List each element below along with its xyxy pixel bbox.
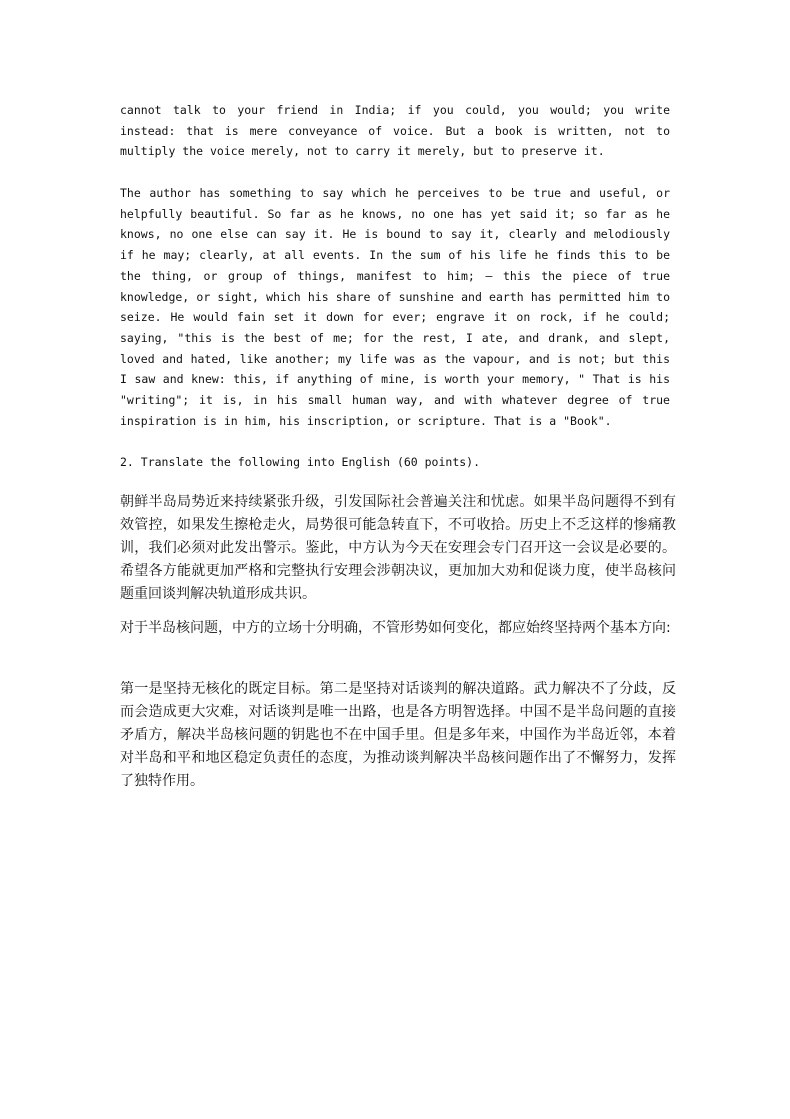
chinese-paragraph-3: 第一是坚持无核化的既定目标。第二是坚持对话谈判的解决道路。武力解决不了分歧，反而会造成更大灾难，对话谈判是唯一出路，也是各方明智选择。中国不是半岛问题的直接矛盾方，解决半岛核问题的钥匙也不在中国手里。但是多年来，中国作为半岛近邻，本着对半岛和平和地区稳定负责任的态度，为推动谈判解决半岛核问题作出了不懈努力，发挥了独特作用。 xyxy=(120,681,676,789)
translation-task-heading: 2. Translate the following into English (60 points). xyxy=(120,455,481,469)
english-passage-paragraph-1: cannot talk to your friend in India; if you could, you would; you write instead: that is mere conveyance of voice. But a book is written, not to multiply the voice merely, not to carry it merely, but to preserve it. xyxy=(120,103,670,158)
chinese-paragraph-2: 对于半岛核问题，中方的立场十分明确，不管形势如何变化，都应始终坚持两个基本方向: xyxy=(120,620,671,636)
english-passage-paragraph-2: The author has something to say which he perceives to be true and useful, or helpfully beautiful. So far as he knows, no one has yet said it; so far as he knows, no one else can say it. He is bound to say it, clearly and melodiously if he may; clearly, at all events. In the sum of his life he finds this to be the thing, or group of things, manifest to him; — this the piece of true knowledge, or sight, which his share of sunshine and earth has permitted him to seize. He would fain set it down for ever; engrave it on rock, if he could; saying, "this is the best of me; for the rest, I ate, and drank, and slept, loved and hated, like another; my life was as the vapour, and is not; but this I saw and knew: this, if anything of mine, is worth your memory, " That is his "writing"; it is, in his small human way, and with whatever degree of true inspiration is in him, his inscription, or scripture. That is a "Book". xyxy=(120,186,670,428)
chinese-paragraph-1: 朝鲜半岛局势近来持续紧张升级，引发国际社会普遍关注和忧虑。如果半岛问题得不到有效管控，如果发生擦枪走火，局势很可能急转直下，不可收拾。历史上不乏这样的惨痛教训，我们必须对此发出警示。鉴此，中方认为今天在安理会专门召开这一会议是必要的。希望各方能就更加严格和完整执行安理会涉朝决议，更加加大劝和促谈力度，使半岛核问题重回谈判解决轨道形成共识。 xyxy=(120,494,676,602)
